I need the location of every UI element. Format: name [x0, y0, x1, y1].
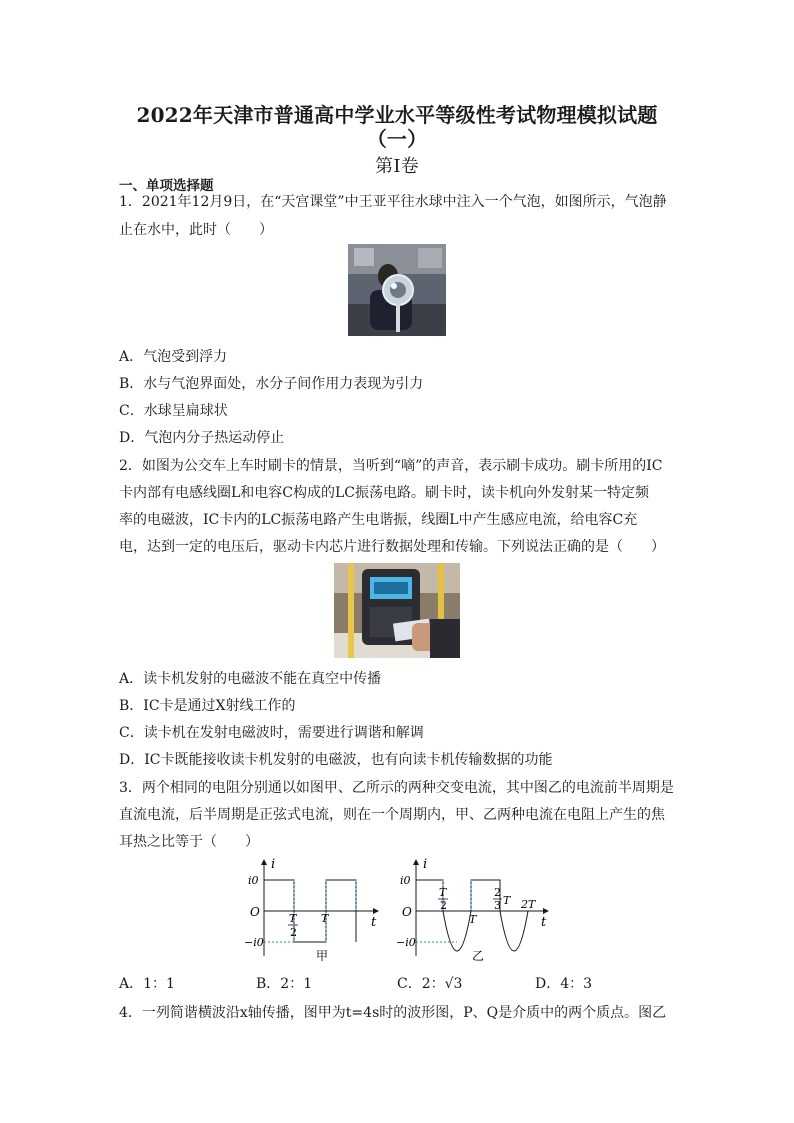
q3-option-b: B．2：1: [256, 976, 313, 992]
neg-level-label: −i0: [396, 936, 416, 949]
q3-text-line2: 直流电流，后半周期是正弦式电流，则在一个周期内，甲、乙两种电流在电阻上产生的焦: [119, 807, 665, 823]
q2-option-a: A．读卡机发射的电磁波不能在真空中传播: [119, 671, 382, 687]
x-axis-label: t: [371, 915, 377, 930]
exam-title: 2022年天津市普通高中学业水平等级性考试物理模拟试题: [136, 103, 658, 127]
q2-option-c: C．读卡机在发射电磁波时，需要进行调谐和解调: [119, 725, 424, 741]
volume-label: 第Ⅰ卷: [375, 156, 419, 177]
exam-title-number: （一）: [366, 127, 428, 151]
double-period-label: 2T: [521, 898, 536, 911]
q4-text-line1: 4．一列简谐横波沿x轴传播，图甲为t=4s时的波形图，P、Q是介质中的两个质点。图乙: [119, 1005, 667, 1021]
two-thirds-T: T: [503, 894, 511, 907]
section-heading: 一、单项选择题: [119, 178, 214, 194]
pos-level-label: i0: [248, 874, 259, 887]
neg-level-label: −i0: [244, 936, 264, 949]
q3-option-a: A．1：1: [119, 976, 175, 992]
period-label: T: [469, 913, 477, 926]
half-period-num: T: [289, 912, 297, 925]
q1-text-line1: 1．2021年12月9日，在“天宫课堂”中王亚平往水球中注入一个气泡，如图所示，气泡静: [119, 194, 667, 210]
q3-option-c: C．2：√3: [397, 976, 463, 992]
graph-square-wave: [244, 856, 384, 964]
graph-dc-sine-wave: [396, 856, 556, 964]
half-period-den: 2: [290, 926, 297, 939]
two-thirds-num: 2: [494, 886, 501, 899]
origin-label: O: [402, 905, 412, 919]
q1-option-a: A．气泡受到浮力: [119, 349, 228, 365]
origin-label: O: [250, 905, 260, 919]
q1-text-line2: 止在水中，此时（ ）: [119, 222, 273, 238]
x-axis-label: t: [541, 915, 547, 930]
q3-option-d: D．4：3: [535, 976, 593, 992]
half-period-den: 2: [440, 899, 447, 912]
astronaut-water-ball-photo: [348, 244, 446, 336]
q2-text-line4: 电，达到一定的电压后，驱动卡内芯片进行数据处理和传输。下列说法正确的是（ ）: [119, 539, 665, 555]
graph-caption-yi: 乙: [472, 949, 485, 963]
graph-caption-jia: 甲: [316, 949, 329, 963]
two-thirds-den: 3: [494, 899, 501, 912]
q2-option-b: B．IC卡是通过X射线工作的: [119, 698, 296, 714]
half-period-num: T: [439, 886, 447, 899]
q1-option-c: C．水球呈扁球状: [119, 403, 228, 419]
q1-option-d: D．气泡内分子热运动停止: [119, 430, 285, 446]
y-axis-label: i: [271, 857, 276, 872]
y-axis-label: i: [423, 857, 428, 872]
q3-text-line3: 耳热之比等于（ ）: [119, 834, 259, 850]
q2-text-line2: 卡内部有电感线圈L和电容C构成的LC振荡电路。刷卡时，读卡机向外发射某一特定频: [119, 485, 650, 501]
q1-option-b: B．水与气泡界面处，水分子间作用力表现为引力: [119, 376, 424, 392]
pos-level-label: i0: [400, 874, 411, 887]
q2-option-d: D．IC卡既能接收读卡机发射的电磁波，也有向读卡机传输数据的功能: [119, 752, 553, 768]
q2-text-line1: 2．如图为公交车上车时刷卡的情景，当听到“嘀”的声音，表示刷卡成功。刷卡所用的IC: [119, 458, 663, 474]
q3-text-line1: 3．两个相同的电阻分别通以如图甲、乙所示的两种交变电流，其中图乙的电流前半周期是: [119, 780, 674, 796]
period-label: T: [321, 912, 329, 925]
bus-card-reader-photo: [334, 563, 460, 658]
q2-text-line3: 率的电磁波，IC卡内的LC振荡电路产生电谐振，线圈L中产生感应电流，给电容C充: [119, 512, 638, 528]
